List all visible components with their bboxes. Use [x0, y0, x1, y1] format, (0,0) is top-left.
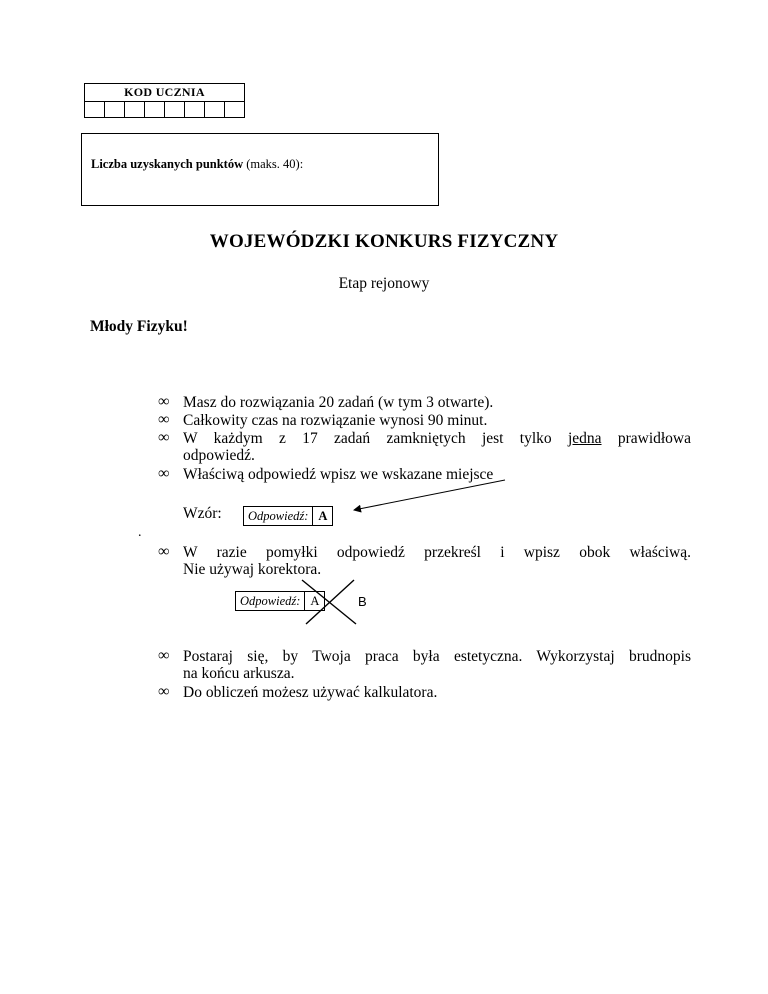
instruction-item: Do obliczeń możesz używać kalkulatora. [183, 684, 438, 701]
bullet-icon: ∞ [158, 647, 170, 664]
instruction-line: W razie pomyłki odpowiedź przekreśl i wpisz obok właściwą. [183, 544, 691, 561]
pointer-arrow-icon [340, 478, 510, 518]
bullet-icon: ∞ [158, 465, 170, 482]
code-cell[interactable] [225, 102, 244, 117]
instruction-line: odpowiedź. [183, 447, 255, 464]
student-code-label: KOD UCZNIA [85, 84, 244, 102]
page-subtitle: Etap rejonowy [338, 275, 430, 292]
code-cell[interactable] [85, 102, 105, 117]
instruction-item [183, 430, 691, 464]
corrected-answer-value: B [358, 594, 367, 609]
instruction-item [183, 648, 691, 682]
points-label-max: (maks. 40): [243, 157, 304, 171]
points-label-bold: Liczba uzyskanych punktów [91, 157, 244, 171]
code-cell[interactable] [185, 102, 205, 117]
student-code-box [84, 83, 245, 118]
bullet-icon: ∞ [158, 683, 170, 700]
code-cell[interactable] [165, 102, 185, 117]
code-cell[interactable] [205, 102, 225, 117]
instruction-line: na końcu arkusza. [183, 665, 295, 682]
bullet-icon: ∞ [158, 429, 170, 446]
greeting: Młody Fizyku! [90, 318, 188, 335]
instruction-item: Masz do rozwiązania 20 zadań (w tym 3 otwarte). [183, 394, 494, 411]
code-cell[interactable] [125, 102, 145, 117]
bullet-icon: ∞ [158, 411, 170, 428]
instruction-line: Postaraj się, by Twoja praca była estetyczna. Wykorzystaj brudnopis [183, 648, 691, 665]
instruction-line: Nie używaj korektora. [183, 561, 322, 578]
instruction-line [183, 430, 691, 447]
answer-example-box [243, 506, 333, 526]
code-cell[interactable] [105, 102, 125, 117]
instruction-item: Całkowity czas na rozwiązanie wynosi 90 minut. [183, 412, 488, 429]
cross-out-icon [300, 578, 360, 626]
instruction-item: Właściwą odpowiedź wpisz we wskazane miejsce [183, 466, 494, 483]
instruction-text: W każdym z 17 zadań zamkniętych jest tylko [183, 430, 568, 447]
answer-value: A [318, 509, 328, 523]
student-code-cells [85, 102, 244, 117]
instruction-text: prawidłowa [601, 430, 692, 447]
points-box[interactable] [81, 133, 439, 206]
example-label: Wzór: [183, 505, 222, 522]
code-cell[interactable] [145, 102, 165, 117]
points-label [91, 157, 303, 172]
bullet-icon: ∞ [158, 393, 170, 410]
stray-dot: . [138, 525, 142, 540]
crossed-answer-value: A [310, 594, 320, 608]
instruction-item [183, 544, 691, 578]
page-title: WOJEWÓDZKI KONKURS FIZYCZNY [209, 231, 559, 252]
bullet-icon: ∞ [158, 543, 170, 560]
underlined-word: jedna [567, 430, 602, 447]
answer-label: Odpowiedź: [236, 592, 305, 610]
answer-label: Odpowiedź: [244, 507, 313, 525]
